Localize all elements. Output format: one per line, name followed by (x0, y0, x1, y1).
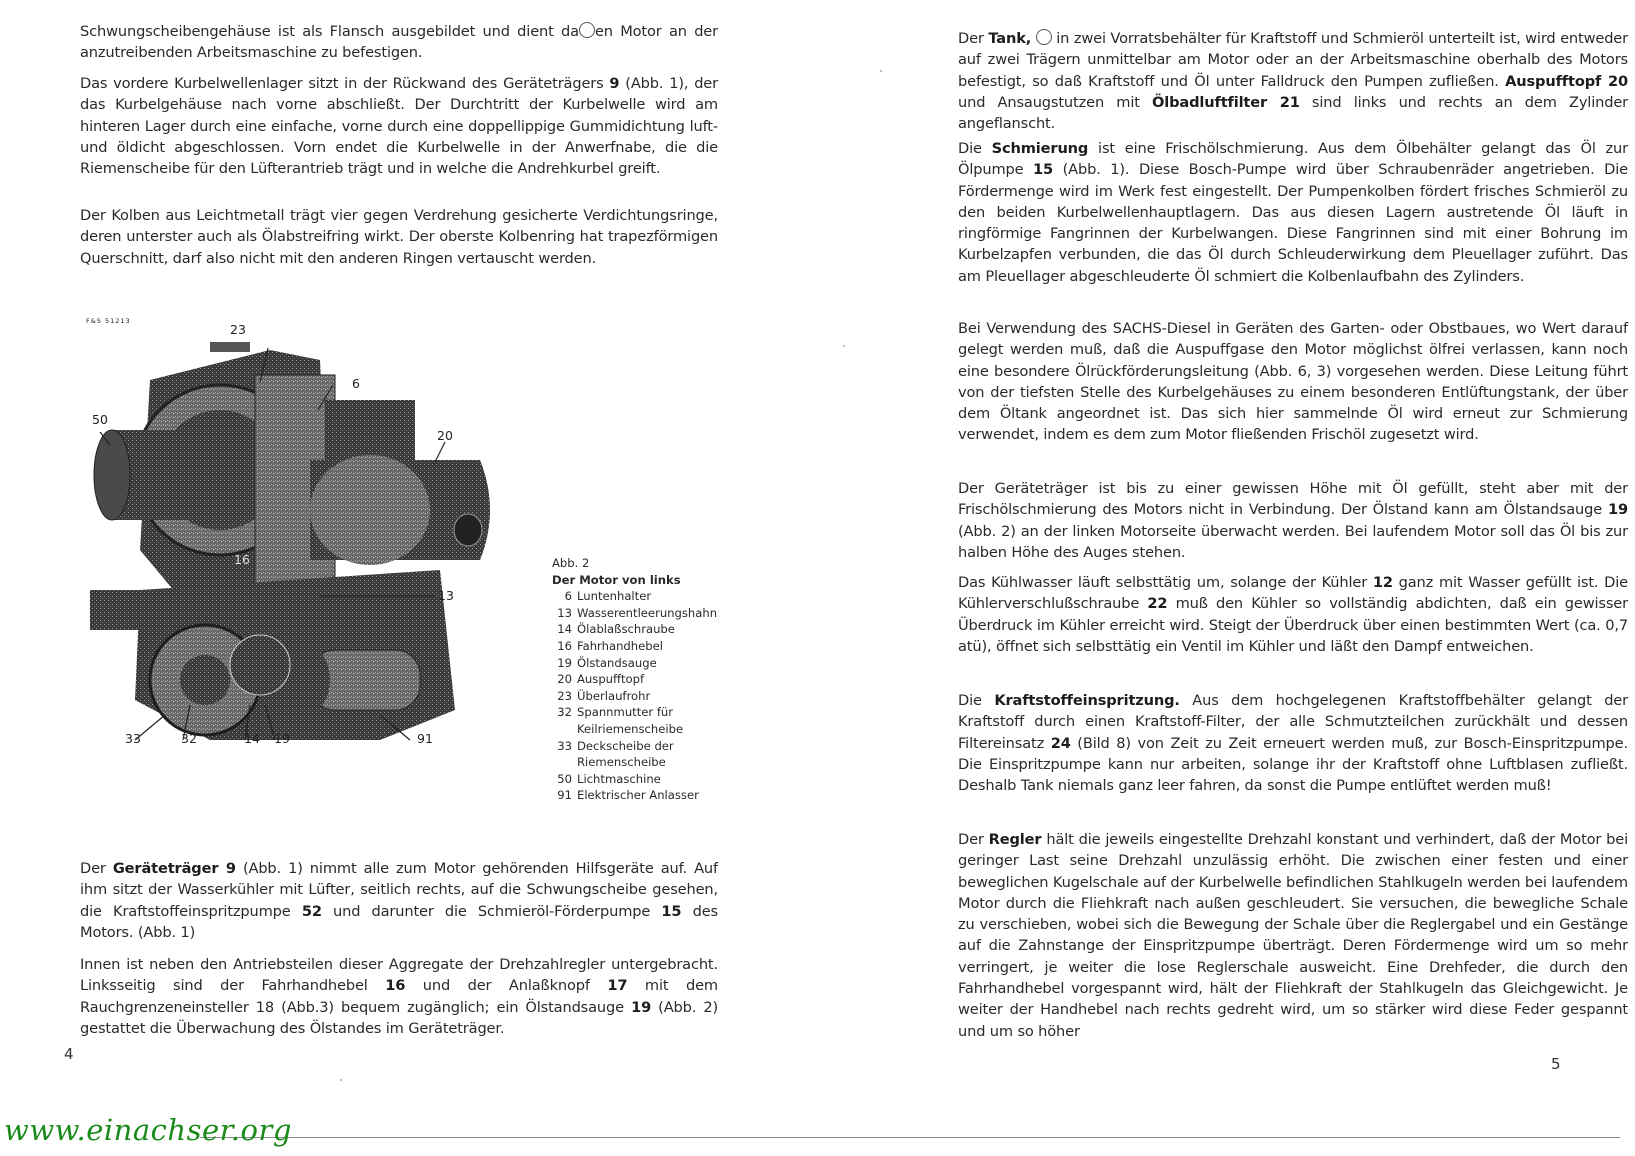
callout-19: 19 (274, 731, 290, 746)
ref-number: 12 (1372, 574, 1393, 591)
text-run: Der (80, 860, 113, 877)
text-run: Das vordere Kurbelwellenlager sitzt in der Rückwand des Geräteträgers (80, 75, 610, 92)
filler-cap (210, 342, 250, 352)
callout-14: 14 (244, 731, 260, 746)
figure-stamp: F&S 51213 (86, 317, 131, 325)
ref-number: 15 (661, 902, 682, 920)
paragraph-fuel-injection (958, 690, 1628, 796)
legend-text: Wasserentleerungshahn (577, 605, 718, 620)
bold-term: Regler (988, 831, 1042, 848)
callout-50: 50 (92, 412, 108, 427)
callout-13: 13 (438, 588, 454, 603)
paragraph-governor (958, 829, 1628, 1042)
legend-item (552, 621, 722, 638)
legend-item (552, 605, 722, 622)
ref-number: 17 (607, 977, 628, 995)
text-run: (Abb. 2) gestattet die Überwachung des Ölstandes im Geräteträger. (80, 998, 719, 1037)
callout-33: 33 (125, 731, 141, 746)
ref-number: 24 (1050, 734, 1071, 752)
text-run: Die (958, 692, 995, 709)
text-run: Das Kühlwasser läuft selbsttätig um, solange der Kühler (958, 574, 1373, 591)
legend-text: Luntenhalter (577, 589, 652, 604)
legend-item (552, 655, 722, 672)
legend-item (552, 688, 722, 705)
ref-number: 19 (631, 998, 652, 1016)
legend-number: 33 (557, 738, 572, 753)
legend-item (552, 771, 722, 788)
legend-number: 20 (557, 672, 572, 687)
text-run: und Ansaugstutzen mit (958, 93, 1153, 111)
text-run: Schwungscheibengehäuse ist als Flansch ausgebildet und dient da (80, 23, 579, 40)
paragraph-lubrication (958, 138, 1628, 287)
text-run: (Abb. 2) an der linken Motorseite überwacht werden. Bei laufendem Motor soll das Öl bis zur halben Höhe des Auges stehen. (958, 522, 1628, 561)
text-run: ist eine Frischölschmierung. Aus dem Ölbehälter gelangt das Öl zur Ölpumpe (958, 140, 1629, 179)
scan-speck (843, 345, 845, 347)
bold-term: Kraftstoffeinspritzung. (994, 692, 1180, 709)
page-number-right: 5 (1551, 1055, 1561, 1073)
text-run: Innen ist neben den Antriebsteilen dieser Aggregate der Drehzahlregler untergebracht. Linksseitig sind der Fahrhandhebel (80, 956, 718, 995)
legend-text: Spannmutter für Keilriemenscheibe (577, 705, 684, 736)
text-run: (Abb. 1) nimmt alle zum Motor gehörenden Hilfsgeräte auf. Auf ihm sitzt der Wasserkühler mit Lüfter, seitlich rechts, auf die Schwungscheibe gesehen, die Kraftstoffeinspritzpumpe (80, 860, 718, 920)
text-run: Der (958, 30, 989, 47)
muffler-outlet (454, 514, 482, 546)
legend-text: Überlaufrohr (577, 688, 651, 703)
legend-item (552, 638, 722, 655)
paragraph-cooling-water (958, 572, 1628, 657)
starter-end (290, 648, 330, 712)
text-run: und darunter die Schmieröl-Förderpumpe (321, 902, 662, 920)
scan-speck (340, 1079, 342, 1081)
legend-item (552, 738, 722, 771)
legend-item (552, 704, 722, 737)
bold-term: Tank, (988, 30, 1032, 47)
legend-text: Elektrischer Anlasser (577, 788, 699, 803)
legend-number: 50 (557, 771, 572, 786)
bold-term: Ölbadluftfilter 21 (1152, 93, 1300, 111)
paragraph-tank (958, 27, 1628, 134)
paragraph-sachs-diesel (958, 318, 1628, 446)
ref-number: 9 (609, 75, 620, 92)
bold-term: Schmierung (991, 140, 1089, 157)
scan-edge-line (200, 1137, 1620, 1138)
ref-number: 19 (1607, 501, 1628, 519)
text-run: ganz mit Wasser gefüllt ist. Die Kühlerverschlußschraube (958, 574, 1628, 613)
callout-23: 23 (230, 322, 246, 337)
callout-91: 91 (417, 731, 433, 746)
text-run: muß den Kühler so vollständig abdichten, daß ein gewisser Überdruck im Kühler erreicht wird. Steigt der Überdruck über einen bestimmten Wert (ca. 0,7 atü), öffnet sich selbsttätig ein Ventil im Kühler und läßt den Dampf entweichen. (958, 595, 1628, 655)
scan-speck (880, 70, 882, 72)
legend-number: 14 (557, 622, 572, 637)
punch-hole-icon (1036, 29, 1052, 45)
engine-illustration (80, 320, 520, 790)
text-run: in zwei Vorratsbehälter für Kraftstoff und Schmieröl unterteilt ist, wird entweder auf zwei Trägern unmittelbar am Motor oder an der Arbeitsmaschine oberhalb des Motors befestigt, so daß Kraftstoff und Öl unter Falldruck den Pumpen zufließen. (958, 30, 1628, 90)
legend-number: 6 (564, 589, 572, 604)
generator-end (94, 430, 130, 520)
legend-number: 13 (557, 605, 572, 620)
legend-list (552, 588, 722, 804)
bold-term: Auspufftopf 20 (1505, 72, 1628, 90)
callout-32: 32 (181, 731, 197, 746)
text-run: Der Geräteträger ist bis zu einer gewissen Höhe mit Öl gefüllt, steht aber mit der Frischölschmierung des Motors nicht in Verbindung. Der Ölstand kann am Ölstandsauge (958, 480, 1628, 519)
text-run (1031, 30, 1036, 47)
ref-number: 16 (385, 977, 406, 995)
paragraph-equipment-carrier (80, 858, 718, 943)
legend-text: Ölstandsauge (577, 655, 657, 670)
muffler-end (310, 455, 430, 565)
paragraph-crankshaft-bearing (80, 73, 718, 179)
legend-text: Lichtmaschine (577, 771, 661, 786)
callout-6: 6 (352, 376, 360, 391)
ref-number: 52 (301, 902, 322, 920)
text-run: Aus dem hochgelegenen Kraftstoffbehälter gelangt der Kraftstoff durch einen Kraftstoff-Filter, der alle Schmutzteilchen zurückhält und dessen Filtereinsatz (958, 692, 1628, 752)
bold-term: Geräteträger 9 (112, 860, 236, 877)
callout-16: 16 (234, 552, 250, 567)
callout-20: 20 (437, 428, 453, 443)
text-run: hält die jeweils eingestellte Drehzahl konstant und verhindert, daß der Motor bei geringer Last seine Drehzahl unzulässig erhöht. Die zwischen einer festen und einer beweglichen Kugelschale auf der Kurbelwelle befindlichen Stahlkugeln werden bei laufendem Motor durch die Fliehkraft nach außen geschleudert. Sie versuchen, die bewegliche Schale zu verschieben, wobei sich die Bewegung der Schale über die Reglergabel und ein Gestänge auf die Zahnstange der Einspritzpumpe überträgt. Deren Fördermenge wird um so mehr verringert, je weiter die lose Reglerschale ausweicht. Eine Drehfeder, die durch den Fahrhandhebel vorgespannt wird, hält der Fliehkraft der Stahlkugeln das Gleichgewicht. Je weiter der Handhebel nach rechts gedreht wird, um so stärker wird diese Feder gespannt und um so höher (958, 831, 1629, 1040)
watermark-logo: www.einachser.org (4, 1113, 292, 1147)
legend-number: 23 (557, 688, 572, 703)
caption-title: Der Motor von links (552, 572, 681, 587)
terminal-box (90, 590, 145, 630)
text-run: (Bild 8) von Zeit zu Zeit erneuert werden muß, zur Bosch-Einspritzpumpe. Die Einspritzpumpe kann nur arbeiten, solange ihr der Kraftstoff ohne Luftblasen zufließt. Deshalb Tank niemals ganz leer fahren, da sonst die Pumpe entlüftet werden muß! (958, 734, 1628, 795)
legend-number: 91 (557, 788, 572, 803)
text-run: des Motors. (Abb. 1) (80, 902, 718, 941)
legend-text: Deckscheibe der Riemenscheibe (577, 738, 674, 770)
legend-number: 32 (557, 705, 572, 720)
legend-text: Auspufftopf (577, 672, 645, 687)
paragraph-flywheel-housing (80, 20, 718, 64)
legend-text: Fahrhandhebel (577, 638, 663, 653)
text-run: und der Anlaßknopf (405, 977, 608, 995)
text-run: (Abb. 1), der das Kurbelgehäuse nach vorne abschließt. Der Durchtritt der Kurbelwelle wird am hinteren Lager durch eine einfache, vorne durch eine doppellippige Gummidichtung luft- und öldicht abgeschlossen. Vorn endet die Kurbelwelle in der Anwerfnabe, die die Riemenscheibe für den Lüfterantrieb trägt und in welche die Andrehkurbel greift. (80, 75, 718, 178)
legend-number: 19 (557, 655, 572, 670)
pulley-hub (180, 655, 230, 705)
fan-pulley (230, 635, 290, 695)
text-run: sind links und rechts an dem Zylinder angeflanscht. (958, 93, 1629, 133)
text-run: (Abb. 1). Diese Bosch-Pumpe wird über Schraubenräder angetrieben. Die Fördermenge wird im Werk fest eingestellt. Der Pumpenkolben fördert frisches Schmieröl zu den beiden Kurbelwellenhauptlagern. Das aus diesen Lagern austretende Öl läuft in ringförmige Fangrinnen der Kurbelwangen. Diese Fangrinnen sind mit einer Bohrung im Kurbelzapfen verbunden, die das Öl durch Schleuderwirkung dem Pleuellager zuführt. Das am Pleuellager abgeschleuderte Öl schmiert die Kolbenlaufbahn des Zylinders. (958, 161, 1629, 285)
paragraph-piston (80, 205, 718, 269)
paragraph-oil-level (958, 478, 1628, 563)
caption-label: Abb. 2 (552, 556, 590, 570)
page-number-left: 4 (64, 1045, 74, 1063)
text-run: Der Kolben aus Leichtmetall trägt vier gegen Verdrehung gesicherte Verdichtungsringe, deren unterster auch als Ölabstreifring wirkt. Der oberste Kolbenring hat trapezförmigen Querschnitt, darf also nicht mit den anderen Ringen vertauscht werden. (80, 207, 718, 267)
ref-number: 15 (1033, 161, 1054, 179)
legend-item (552, 671, 722, 688)
paragraph-governor-location (80, 954, 718, 1039)
text-run: mit dem Rauchgrenzeneinsteller 18 (Abb.3) bequem zugänglich; ein Ölstandsauge (80, 977, 718, 1016)
text-run: Die (958, 140, 992, 157)
legend-number: 16 (557, 638, 572, 653)
text-run: en Motor an der anzutreibenden Arbeitsmaschine zu befestigen. (80, 23, 718, 62)
engine-figure (80, 317, 520, 790)
text-run: Bei Verwendung des SACHS-Diesel in Geräten des Garten- oder Obstbaues, wo Wert darauf gelegt werden muß, daß die Auspuffgase den Motor möglichst ölfrei verlassen, kann noch eine besondere Ölrückförderungsleitung (Abb. 6, 3) vorgesehen werden. Diese Leitung führt von der tiefsten Stelle des Kurbelgehäuses zu einem besonderen Entlüftungstank, der über dem Öltank angeordnet ist. Das sich hier sammelnde Öl wird erneut zur Schmierung verwendet, indem es dem zum Motor fließenden Frischöl zugesetzt wird. (958, 320, 1628, 444)
punch-hole-icon (579, 22, 595, 38)
legend-text: Ölablaßschraube (577, 622, 675, 637)
legend-item (552, 588, 722, 605)
ref-number: 22 (1147, 595, 1168, 613)
figure-caption (552, 555, 722, 804)
text-run: Der (958, 831, 989, 848)
right-page (818, 0, 1635, 1156)
legend-item (552, 787, 722, 804)
